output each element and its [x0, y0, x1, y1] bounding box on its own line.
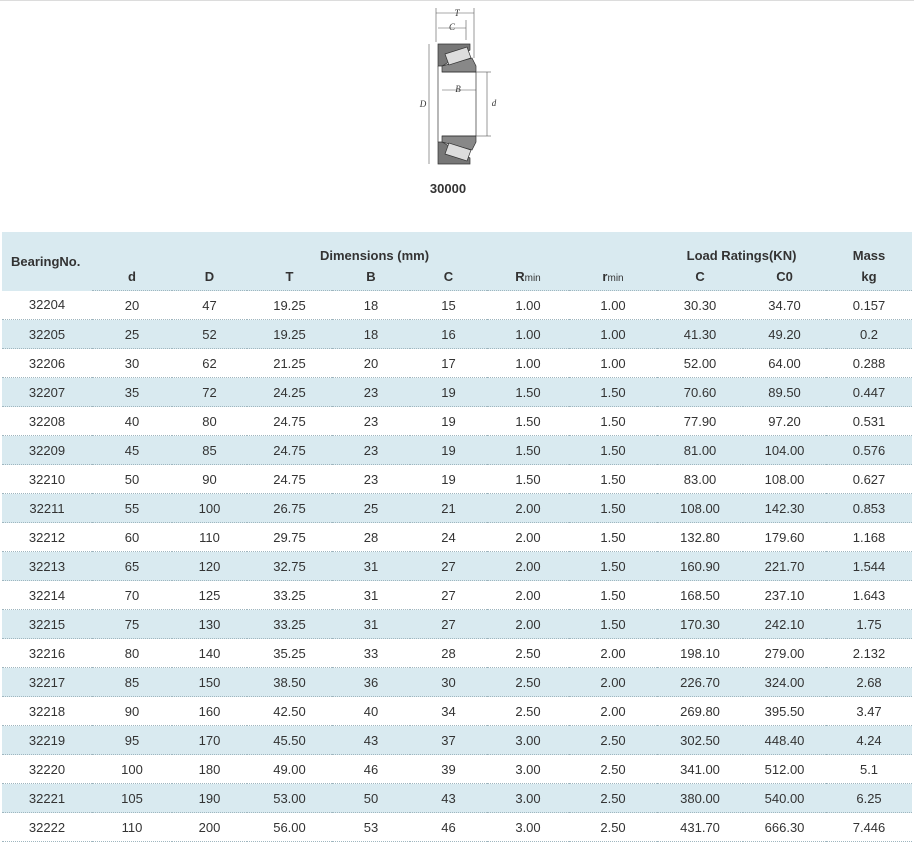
- cell-load-C0: 108.00: [743, 465, 826, 494]
- table-row: [2, 639, 912, 668]
- cell-bearing-no: 32213: [2, 552, 92, 581]
- header-d: d: [92, 263, 172, 291]
- cell-C: 19: [410, 465, 487, 494]
- header-bearing-no: BearingNo.: [2, 232, 92, 291]
- cell-r-min: 1.00: [569, 349, 657, 378]
- cell-T: 49.00: [247, 755, 332, 784]
- table-row: [2, 349, 912, 378]
- cell-r-min: 2.00: [569, 668, 657, 697]
- cell-B: 23: [332, 378, 410, 407]
- cell-load-C: 168.50: [657, 581, 743, 610]
- cell-B: 20: [332, 349, 410, 378]
- table-row: [2, 552, 912, 581]
- cell-D: 170: [172, 726, 247, 755]
- cell-r-min: 1.50: [569, 436, 657, 465]
- cell-R-min: 2.50: [487, 697, 569, 726]
- cell-C: 19: [410, 407, 487, 436]
- cell-load-C0: 666.30: [743, 813, 826, 842]
- table-row: [2, 494, 912, 523]
- cell-mass: 2.132: [826, 639, 912, 668]
- cell-B: 25: [332, 494, 410, 523]
- cell-r-min: 1.50: [569, 610, 657, 639]
- cell-load-C0: 512.00: [743, 755, 826, 784]
- cell-R-min: 2.00: [487, 523, 569, 552]
- cell-load-C: 302.50: [657, 726, 743, 755]
- cell-load-C: 41.30: [657, 320, 743, 349]
- cell-R-min: 2.00: [487, 494, 569, 523]
- cell-d: 75: [92, 610, 172, 639]
- cell-T: 24.75: [247, 407, 332, 436]
- cell-load-C0: 49.20: [743, 320, 826, 349]
- cell-r-min: 1.50: [569, 378, 657, 407]
- cell-B: 46: [332, 755, 410, 784]
- cell-r-min: 1.00: [569, 291, 657, 320]
- cell-D: 190: [172, 784, 247, 813]
- cell-R-min: 3.00: [487, 784, 569, 813]
- cell-R-min: 1.50: [487, 436, 569, 465]
- cell-D: 80: [172, 407, 247, 436]
- cell-R-min: 2.50: [487, 668, 569, 697]
- header-r-sub: min: [607, 273, 624, 284]
- cell-D: 110: [172, 523, 247, 552]
- cell-bearing-no: 32219: [2, 726, 92, 755]
- cell-T: 21.25: [247, 349, 332, 378]
- cell-bearing-no: 32204: [2, 291, 92, 320]
- cell-d: 80: [92, 639, 172, 668]
- cell-C: 27: [410, 552, 487, 581]
- cell-B: 18: [332, 291, 410, 320]
- cell-B: 28: [332, 523, 410, 552]
- table-row: [2, 581, 912, 610]
- cell-load-C0: 64.00: [743, 349, 826, 378]
- cell-T: 35.25: [247, 639, 332, 668]
- cell-bearing-no: 32217: [2, 668, 92, 697]
- cell-mass: 0.288: [826, 349, 912, 378]
- table-body: [2, 291, 912, 842]
- table-row: [2, 784, 912, 813]
- cell-bearing-no: 32207: [2, 378, 92, 407]
- cell-T: 19.25: [247, 320, 332, 349]
- header-r-min: [569, 263, 657, 291]
- cell-load-C0: 540.00: [743, 784, 826, 813]
- cell-C: 34: [410, 697, 487, 726]
- cell-load-C0: 34.70: [743, 291, 826, 320]
- dim-C-label: C: [448, 22, 456, 32]
- cell-T: 24.75: [247, 465, 332, 494]
- cell-D: 52: [172, 320, 247, 349]
- cell-C: 24: [410, 523, 487, 552]
- table-row: [2, 378, 912, 407]
- header-C: C: [410, 263, 487, 291]
- cell-D: 160: [172, 697, 247, 726]
- cell-mass: 7.446: [826, 813, 912, 842]
- cell-T: 42.50: [247, 697, 332, 726]
- cell-T: 29.75: [247, 523, 332, 552]
- cell-d: 70: [92, 581, 172, 610]
- header-R-sub: min: [524, 273, 541, 284]
- cell-load-C: 160.90: [657, 552, 743, 581]
- cell-load-C: 52.00: [657, 349, 743, 378]
- cell-T: 33.25: [247, 610, 332, 639]
- cell-load-C0: 242.10: [743, 610, 826, 639]
- header-T: T: [247, 263, 332, 291]
- header-B: B: [332, 263, 410, 291]
- cell-B: 31: [332, 610, 410, 639]
- cell-T: 56.00: [247, 813, 332, 842]
- cell-mass: 0.2: [826, 320, 912, 349]
- cell-bearing-no: 32220: [2, 755, 92, 784]
- cell-R-min: 1.00: [487, 349, 569, 378]
- cell-mass: 0.853: [826, 494, 912, 523]
- cell-load-C: 226.70: [657, 668, 743, 697]
- cell-d: 60: [92, 523, 172, 552]
- cell-r-min: 1.00: [569, 320, 657, 349]
- table-row: [2, 726, 912, 755]
- cell-D: 125: [172, 581, 247, 610]
- cell-r-min: 1.50: [569, 523, 657, 552]
- cell-B: 53: [332, 813, 410, 842]
- cell-C: 21: [410, 494, 487, 523]
- table-row: [2, 697, 912, 726]
- dim-d-label: d: [491, 98, 497, 108]
- cell-R-min: 1.00: [487, 291, 569, 320]
- table-row: [2, 320, 912, 349]
- cell-r-min: 1.50: [569, 552, 657, 581]
- header-R-main: R: [515, 269, 525, 284]
- cell-load-C0: 221.70: [743, 552, 826, 581]
- cell-load-C: 83.00: [657, 465, 743, 494]
- cell-T: 45.50: [247, 726, 332, 755]
- cell-T: 19.25: [247, 291, 332, 320]
- cell-B: 31: [332, 552, 410, 581]
- cell-T: 24.75: [247, 436, 332, 465]
- cell-mass: 5.1: [826, 755, 912, 784]
- cell-bearing-no: 32205: [2, 320, 92, 349]
- cell-B: 23: [332, 436, 410, 465]
- cell-mass: 0.447: [826, 378, 912, 407]
- tapered-roller-bearing-diagram: [405, 6, 515, 171]
- cell-mass: 6.25: [826, 784, 912, 813]
- cell-d: 95: [92, 726, 172, 755]
- cell-bearing-no: 32218: [2, 697, 92, 726]
- cell-load-C0: 142.30: [743, 494, 826, 523]
- cell-d: 45: [92, 436, 172, 465]
- cell-bearing-no: 32214: [2, 581, 92, 610]
- cell-load-C0: 448.40: [743, 726, 826, 755]
- cell-C: 27: [410, 610, 487, 639]
- cell-T: 53.00: [247, 784, 332, 813]
- cell-B: 31: [332, 581, 410, 610]
- cell-bearing-no: 32216: [2, 639, 92, 668]
- cell-r-min: 1.50: [569, 581, 657, 610]
- cell-load-C: 198.10: [657, 639, 743, 668]
- header-mass-unit: kg: [826, 263, 912, 291]
- cell-d: 105: [92, 784, 172, 813]
- cell-d: 55: [92, 494, 172, 523]
- cell-d: 20: [92, 291, 172, 320]
- header-load-C0: C0: [743, 263, 826, 291]
- cell-C: 27: [410, 581, 487, 610]
- cell-T: 38.50: [247, 668, 332, 697]
- cell-mass: 0.576: [826, 436, 912, 465]
- cell-mass: 1.75: [826, 610, 912, 639]
- cell-load-C0: 97.20: [743, 407, 826, 436]
- dim-B-label: B: [455, 84, 461, 94]
- cell-D: 200: [172, 813, 247, 842]
- cell-d: 35: [92, 378, 172, 407]
- bearing-spec-table: [2, 232, 912, 842]
- cell-mass: 1.168: [826, 523, 912, 552]
- cell-B: 18: [332, 320, 410, 349]
- dim-D-label: D: [419, 99, 427, 109]
- cell-bearing-no: 32206: [2, 349, 92, 378]
- cell-mass: 1.544: [826, 552, 912, 581]
- cell-R-min: 1.00: [487, 320, 569, 349]
- cell-C: 19: [410, 436, 487, 465]
- cell-load-C: 269.80: [657, 697, 743, 726]
- cell-d: 50: [92, 465, 172, 494]
- cell-R-min: 3.00: [487, 755, 569, 784]
- cell-bearing-no: 32221: [2, 784, 92, 813]
- cell-load-C0: 179.60: [743, 523, 826, 552]
- header-D: D: [172, 263, 247, 291]
- cell-load-C: 77.90: [657, 407, 743, 436]
- cell-r-min: 2.50: [569, 813, 657, 842]
- cell-C: 17: [410, 349, 487, 378]
- cell-B: 50: [332, 784, 410, 813]
- cell-load-C0: 104.00: [743, 436, 826, 465]
- header-load-C: C: [657, 263, 743, 291]
- header-R-min: [487, 263, 569, 291]
- cell-bearing-no: 32208: [2, 407, 92, 436]
- cell-load-C: 70.60: [657, 378, 743, 407]
- table-row: [2, 291, 912, 320]
- cell-D: 100: [172, 494, 247, 523]
- cell-C: 30: [410, 668, 487, 697]
- cell-d: 110: [92, 813, 172, 842]
- cell-B: 40: [332, 697, 410, 726]
- cell-R-min: 2.00: [487, 581, 569, 610]
- cell-D: 72: [172, 378, 247, 407]
- cell-D: 150: [172, 668, 247, 697]
- cell-B: 33: [332, 639, 410, 668]
- cell-load-C: 341.00: [657, 755, 743, 784]
- cell-r-min: 2.00: [569, 639, 657, 668]
- table-row: [2, 755, 912, 784]
- cell-mass: 0.627: [826, 465, 912, 494]
- cell-load-C0: 237.10: [743, 581, 826, 610]
- dim-T-label: T: [454, 8, 460, 18]
- table-row: [2, 668, 912, 697]
- cell-load-C: 380.00: [657, 784, 743, 813]
- cell-load-C: 170.30: [657, 610, 743, 639]
- cell-d: 85: [92, 668, 172, 697]
- cell-B: 23: [332, 465, 410, 494]
- cell-load-C: 132.80: [657, 523, 743, 552]
- cell-r-min: 2.50: [569, 726, 657, 755]
- cell-load-C0: 89.50: [743, 378, 826, 407]
- cell-D: 140: [172, 639, 247, 668]
- cell-load-C: 108.00: [657, 494, 743, 523]
- cell-r-min: 2.50: [569, 755, 657, 784]
- top-divider: [0, 0, 914, 1]
- cell-C: 19: [410, 378, 487, 407]
- cell-R-min: 2.00: [487, 552, 569, 581]
- cell-bearing-no: 32222: [2, 813, 92, 842]
- cell-mass: 4.24: [826, 726, 912, 755]
- cell-C: 46: [410, 813, 487, 842]
- cell-T: 33.25: [247, 581, 332, 610]
- cell-d: 90: [92, 697, 172, 726]
- cell-D: 90: [172, 465, 247, 494]
- cell-r-min: 1.50: [569, 407, 657, 436]
- cell-T: 24.25: [247, 378, 332, 407]
- cell-R-min: 1.50: [487, 465, 569, 494]
- cell-d: 65: [92, 552, 172, 581]
- cell-r-min: 1.50: [569, 465, 657, 494]
- cell-load-C: 431.70: [657, 813, 743, 842]
- header-r-main: r: [602, 269, 608, 284]
- cell-R-min: 1.50: [487, 378, 569, 407]
- table-header: [2, 232, 912, 291]
- cell-R-min: 3.00: [487, 726, 569, 755]
- cell-mass: 2.68: [826, 668, 912, 697]
- cell-d: 100: [92, 755, 172, 784]
- cell-load-C0: 395.50: [743, 697, 826, 726]
- cell-bearing-no: 32209: [2, 436, 92, 465]
- table-row: [2, 407, 912, 436]
- cell-bearing-no: 32210: [2, 465, 92, 494]
- cell-D: 85: [172, 436, 247, 465]
- cell-C: 16: [410, 320, 487, 349]
- table-row: [2, 465, 912, 494]
- cell-r-min: 2.00: [569, 697, 657, 726]
- cell-D: 130: [172, 610, 247, 639]
- cell-D: 47: [172, 291, 247, 320]
- table-row: [2, 813, 912, 842]
- header-dimensions: Dimensions (mm): [92, 232, 657, 263]
- cell-load-C0: 279.00: [743, 639, 826, 668]
- cell-C: 39: [410, 755, 487, 784]
- cell-C: 43: [410, 784, 487, 813]
- cell-B: 36: [332, 668, 410, 697]
- cell-r-min: 2.50: [569, 784, 657, 813]
- cell-C: 37: [410, 726, 487, 755]
- cell-load-C: 30.30: [657, 291, 743, 320]
- table-row: [2, 436, 912, 465]
- cell-D: 62: [172, 349, 247, 378]
- cell-C: 15: [410, 291, 487, 320]
- cell-R-min: 2.00: [487, 610, 569, 639]
- cell-D: 120: [172, 552, 247, 581]
- cell-B: 43: [332, 726, 410, 755]
- cell-mass: 0.531: [826, 407, 912, 436]
- cell-T: 32.75: [247, 552, 332, 581]
- cell-bearing-no: 32211: [2, 494, 92, 523]
- cell-d: 25: [92, 320, 172, 349]
- table-row: [2, 610, 912, 639]
- table-row: [2, 523, 912, 552]
- cell-load-C: 81.00: [657, 436, 743, 465]
- cell-C: 28: [410, 639, 487, 668]
- cell-B: 23: [332, 407, 410, 436]
- cell-D: 180: [172, 755, 247, 784]
- cell-bearing-no: 32212: [2, 523, 92, 552]
- header-load-ratings: Load Ratings(KN): [657, 232, 826, 263]
- cell-mass: 1.643: [826, 581, 912, 610]
- cell-mass: 0.157: [826, 291, 912, 320]
- cell-T: 26.75: [247, 494, 332, 523]
- figure-label: 30000: [429, 181, 467, 196]
- cell-R-min: 3.00: [487, 813, 569, 842]
- cell-R-min: 1.50: [487, 407, 569, 436]
- cell-load-C0: 324.00: [743, 668, 826, 697]
- cell-r-min: 1.50: [569, 494, 657, 523]
- header-mass: Mass: [826, 232, 912, 263]
- cell-R-min: 2.50: [487, 639, 569, 668]
- cell-bearing-no: 32215: [2, 610, 92, 639]
- cell-d: 30: [92, 349, 172, 378]
- cell-mass: 3.47: [826, 697, 912, 726]
- cell-d: 40: [92, 407, 172, 436]
